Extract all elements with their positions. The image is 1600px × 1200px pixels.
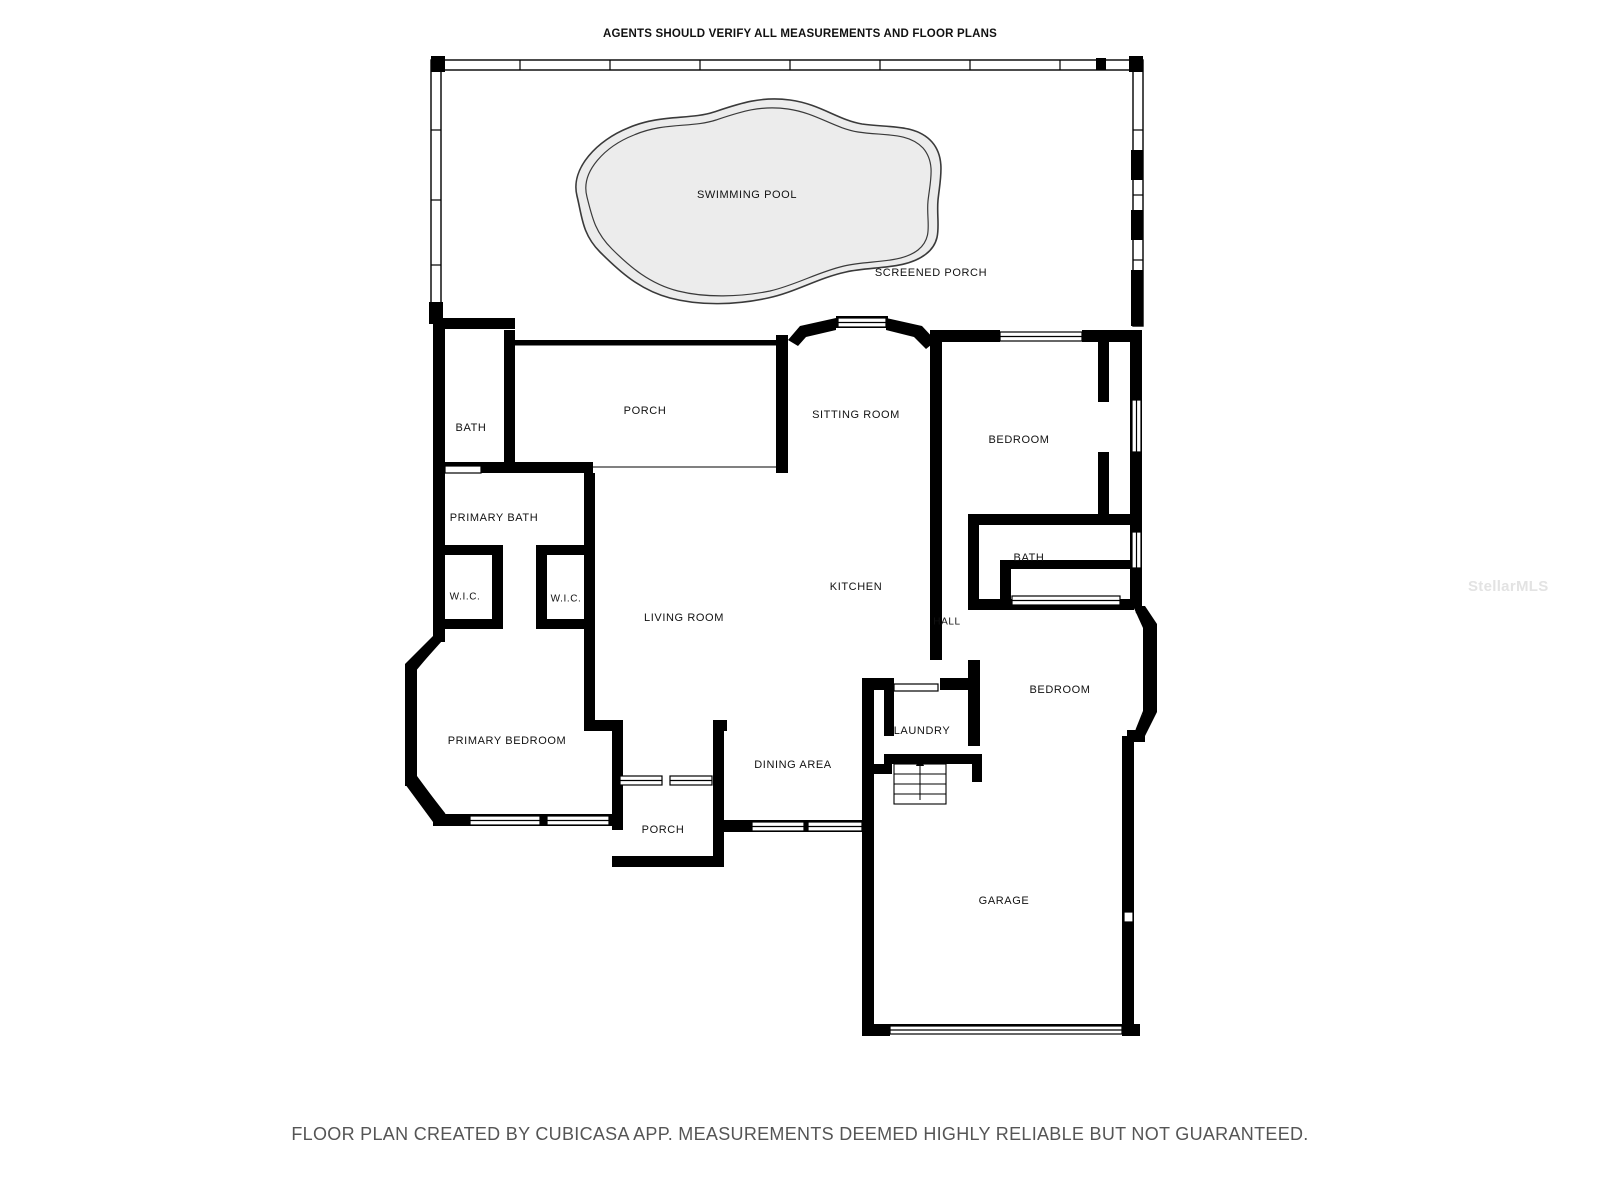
room-label-screened-porch: SCREENED PORCH — [874, 267, 988, 279]
room-label-walk-in-closet-2: W.I.C. — [550, 593, 582, 605]
room-label-sitting-room: SITTING ROOM — [812, 409, 900, 421]
house-walls — [405, 316, 1157, 1036]
room-label-bedroom-upper: BEDROOM — [988, 434, 1050, 446]
room-label-walk-in-closet-1: W.I.C. — [449, 591, 481, 603]
room-label-bedroom-lower: BEDROOM — [1029, 684, 1091, 696]
footer-disclaimer: FLOOR PLAN CREATED BY CUBICASA APP. MEASUREMENTS DEEMED HIGHLY RELIABLE BUT NOT GUARANTEED. — [291, 1124, 1309, 1144]
room-label-living-room: LIVING ROOM — [644, 612, 724, 624]
room-label-kitchen: KITCHEN — [829, 581, 883, 593]
room-label-bath-hall: BATH — [1013, 552, 1045, 564]
room-label-hall: HALL — [933, 616, 961, 628]
room-label-bath-front: BATH — [455, 422, 487, 434]
room-label-porch-front: PORCH — [641, 824, 685, 836]
room-label-primary-bath: PRIMARY BATH — [449, 512, 539, 524]
room-label-laundry: LAUNDRY — [893, 725, 951, 737]
room-label-primary-bedroom: PRIMARY BEDROOM — [447, 735, 567, 747]
room-label-garage: GARAGE — [978, 895, 1030, 907]
room-label-swimming-pool: SWIMMING POOL — [696, 189, 798, 201]
room-label-dining-area: DINING AREA — [754, 759, 832, 771]
room-label-porch-rear: PORCH — [623, 405, 667, 417]
stellarmls-watermark: StellarMLS — [1468, 578, 1549, 595]
header-disclaimer: AGENTS SHOULD VERIFY ALL MEASUREMENTS AND FLOOR PLANS — [603, 28, 997, 40]
